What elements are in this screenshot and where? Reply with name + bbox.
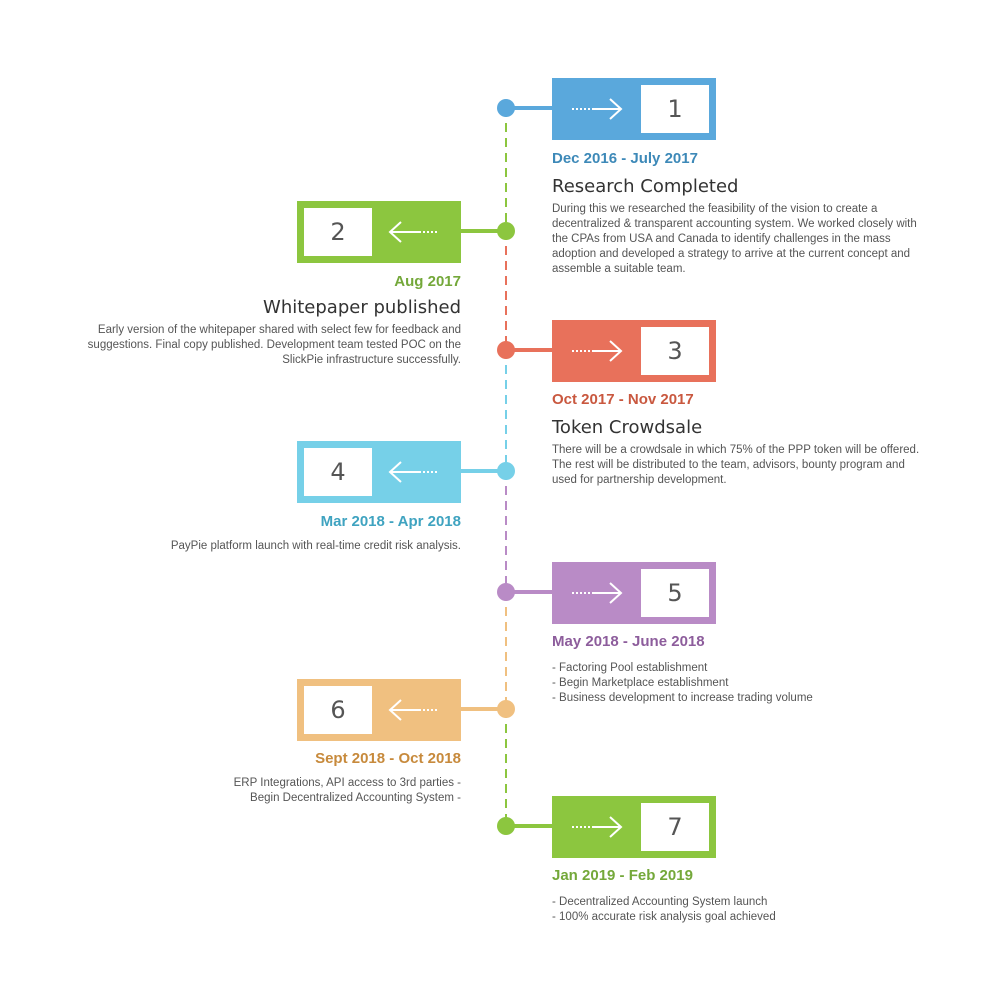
milestone-number: 4: [304, 448, 372, 496]
timeline-dot: [497, 341, 515, 359]
timeline-dot: [497, 583, 515, 601]
timeline-dot: [497, 462, 515, 480]
milestone-6-text: [61, 0, 461, 1000]
timeline-dot: [497, 222, 515, 240]
timeline-dot: [497, 700, 515, 718]
milestone-title: Research Completed: [552, 176, 739, 197]
milestone-number: 6: [304, 686, 372, 734]
description-bullet: - Factoring Pool establishment: [552, 662, 708, 674]
milestone-number: 7: [641, 803, 709, 851]
milestone-description: PayPie platform launch with real-time credit risk analysis.: [170, 540, 461, 552]
milestone-title: Whitepaper published: [263, 297, 461, 318]
milestone-date: Aug 2017: [394, 273, 461, 290]
milestone-title: Token Crowdsale: [552, 417, 703, 438]
milestone-date: Dec 2016 - July 2017: [552, 150, 698, 167]
milestone-number: 5: [641, 569, 709, 617]
milestone-description: [552, 895, 924, 925]
milestone-date: Sept 2018 - Oct 2018: [315, 750, 461, 767]
timeline-dot: [497, 817, 515, 835]
description-bullet: ERP Integrations, API access to 3rd parties -: [233, 777, 461, 789]
description-bullet: - Begin Marketplace establishment: [552, 677, 729, 689]
milestone-date: May 2018 - June 2018: [552, 633, 705, 650]
milestone-date: Jan 2019 - Feb 2019: [552, 867, 693, 884]
description-bullet: - Business development to increase trading volume: [552, 692, 813, 704]
description-bullet: Begin Decentralized Accounting System -: [250, 792, 461, 804]
milestone-date: Mar 2018 - Apr 2018: [320, 513, 461, 530]
description-bullet: - Decentralized Accounting System launch: [552, 896, 768, 908]
milestone-number: 2: [304, 208, 372, 256]
description-bullet: - 100% accurate risk analysis goal achieved: [552, 911, 776, 923]
milestone-description: [83, 776, 461, 806]
milestone-date: Oct 2017 - Nov 2017: [552, 391, 694, 408]
milestone-7-text: [552, 0, 952, 1000]
milestone-number: 1: [641, 85, 709, 133]
milestone-description: During this we researched the feasibility of the vision to create a decentralized & transparent accounting system. We worked closely with the CPAs from USA and Canada to identify challenges in the mass adoption and developed a strategy to arrive at the current concept and assemble a suitable team.: [552, 203, 917, 275]
milestone-description: Early version of the whitepaper shared with select few for feedback and suggestions. Final copy published. Development team tested POC on the SlickPie infrastructure successfully.: [87, 324, 461, 366]
timeline-dot: [497, 99, 515, 117]
milestone-description: There will be a crowdsale in which 75% of the PPP token will be offered. The rest will be distributed to the team, advisors, bounty program and used for partnership development.: [552, 444, 920, 486]
milestone-number: 3: [641, 327, 709, 375]
